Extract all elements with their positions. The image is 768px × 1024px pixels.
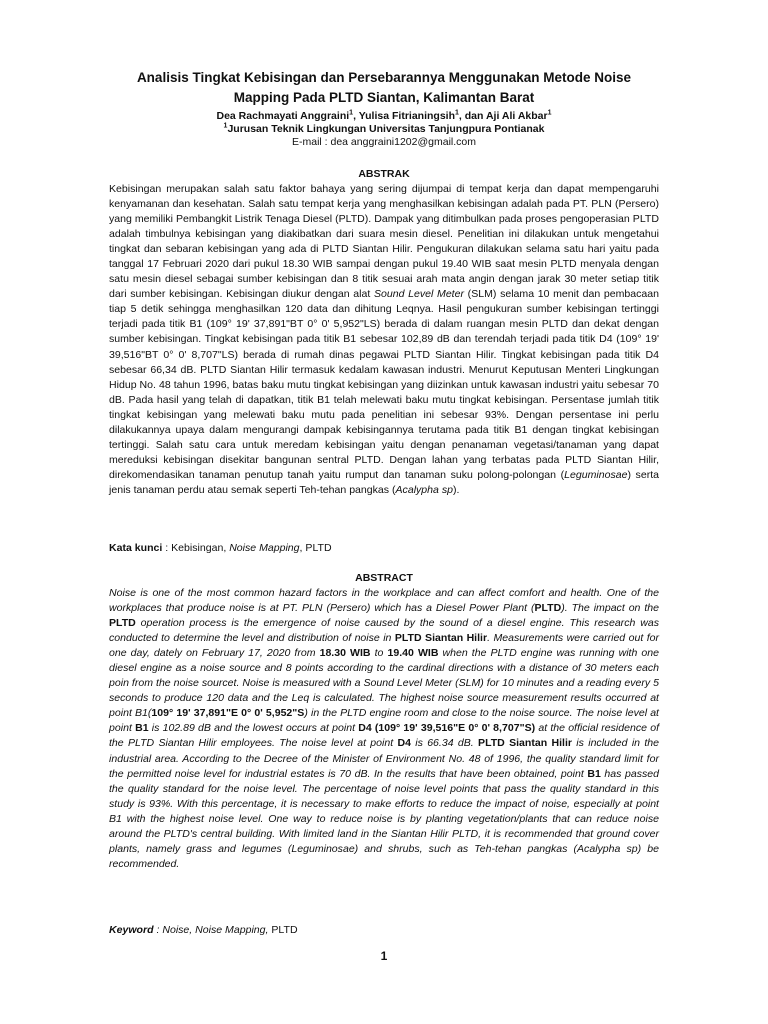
keyword-text: PLTD <box>271 924 298 936</box>
abstract-bold-term: PLTD <box>109 617 136 630</box>
affiliation <box>0 122 768 136</box>
kata-kunci-text: , PLTD <box>299 542 332 554</box>
affiliation-marker: 1 <box>349 109 354 117</box>
abstrak-text: ) serta jenis tanaman perdu atau semak seperti Teh-tehan pangkas ( <box>109 468 659 496</box>
page-number: 1 <box>380 949 388 963</box>
kata-kunci-label: Kata kunci <box>109 542 163 554</box>
author-separator: , <box>353 110 359 122</box>
abstract-text: Noise is one of the most common hazard factors in the workplace and can affect comfort and health. One of the workplaces that produce noise is at PT. PLN (Persero) which has a Diesel Power Plant ( <box>109 587 659 615</box>
abstract-bold-term: PLTD Siantan Hilir <box>394 632 488 645</box>
keyword-text: : Noise, Noise Mapping, <box>153 924 272 936</box>
abstract-bold-term: B1 <box>135 722 149 735</box>
abstract-text: is included in the industrial area. According to the Decree of the Minister of Environment No. 48 of 1996, the quality standard limit for the permitted noise level for industrial estates is 70 dB. In the results that have been obtained, point <box>109 737 659 780</box>
abstract-text: operation process is the emergence of noise caused by the sound of a diesel engine. This research was conducted to determine the level and distribution of noise in <box>109 617 659 645</box>
abstrak-italic-term: Acalypha sp <box>395 483 453 496</box>
affiliation-marker: 1 <box>547 109 552 117</box>
abstract-bold-term: D4 <box>397 737 411 750</box>
abstract-text: is 66.34 dB. <box>410 737 479 750</box>
abstract-body <box>109 586 659 872</box>
abstract-text: ) in the PLTD engine room and close to the noise source. The noise level at point <box>109 707 659 735</box>
kata-kunci-text: : Kebisingan, <box>162 542 230 554</box>
keyword-line <box>109 923 298 938</box>
affiliation-marker: 1 <box>455 109 459 117</box>
abstract-bold-term: PLTD <box>534 602 562 615</box>
abstract-bold-term: B1 <box>587 767 601 780</box>
abstrak-body <box>109 182 659 498</box>
abstract-text: is 102.89 dB and the lowest occurs at point <box>148 722 359 735</box>
abstract-heading: ABSTRACT <box>355 572 413 584</box>
abstract-text: when the PLTD engine was running with one diesel engine as a noise source and 8 points according to the cardinal directions with a distance of 30 meters each poin from the noise sourcet. Noise is measured with a Sound Level Meter (SLM) for 10 minutes and a reading every 5 seconds to produce 120 data and the Leq is calculated. The highest noise source measurement results occurred at point B1( <box>109 647 659 720</box>
abstract-text: to <box>370 647 388 660</box>
abstract-bold-term: PLTD Siantan Hilir <box>478 737 572 750</box>
abstract-text: has passed the quality standard for the noise level. The percentage of noise level points that pass the quality standard in this study is 93%. With this percentage, it is necessary to make efforts to reduce the impact of noise, especially at point B1 with the highest noise level. One way to reduce noise is by planting vegetation/plants that can reduce noise around the PLTD's central building. With limited land in the Siantan Hilir PLTD, it is recommended that ground cover plants, namely grass and legumes (Leguminosae) and shrubs, such as Teh-tehan pangkas (Acalypha sp) be recommended. <box>109 767 659 870</box>
abstrak-text: ). <box>452 483 460 496</box>
author-list <box>0 109 768 123</box>
affiliation-marker: 1 <box>223 122 228 130</box>
abstrak-text: (SLM) selama 10 menit dan pembacaan tiap 5 detik sehingga menghasilkan 120 data dan dihitung Leqnya. Hasil pengukuran sumber kebisingan tertinggi terjadi pada titik B1 (109° 19' 37,891"BT 0° 0' 5,952"LS) berada di dalam ruangan mesin PLTD dan dekat dengan sumber kebisingan. Tingkat kebisingan pada titik B1 sebesar 102,89 dB dan terendah terjadi pada titik D4 (109° 19' 39,516"BT 0° 0' 8,707"LS) berada di rumah dinas pegawai PLTD Siantan Hilir. Tingkat kebisingan pada titik D4 sebesar 66,34 dB. PLTD Siantan Hilir termasuk kedalam kawasan industri. Menurut Keputusan Menteri Lingkungan Hidup No. 48 tahun 1996, batas baku mutu tingkat kebisingan yang diizinkan untuk kawasan industri yaitu sebesar 70 dB. Pada hasil yang telah di dapatkan, titik B1 telah melewati baku mutu tingkat kebisingan. Persentase jumlah titik tingkat kebisingan yang melewati baku mutu pada penelitian ini sebesar 93%. Dengan persentase ini perlu dilakukannya upaya dalam mengurangi dampak kebisingannya terutama pada titik B1 dengan tingkat kebisingan tertinggi. Salah satu cara untuk meredam kebisingan yaitu dengan penanaman vegetasi/tanaman yang dapat mereduksi kebisingan disekitar bangunan sentral PLTD. Dengan lahan yang terbatas pada PLTD Siantan Hilir, direkomendasikan tanaman penutup tanah yaitu rumput dan tanaman suku polong-polongan ( <box>109 288 660 481</box>
abstrak-italic-term: Sound Level Meter <box>373 288 464 301</box>
contact-email: E-mail : dea anggraini1202@gmail.com <box>291 136 476 148</box>
abstrak-heading: ABSTRAK <box>358 168 410 180</box>
abstract-text: ). The impact on the <box>561 602 660 615</box>
abstract-text: . Measurements were carried out for one day, dately on February 17, 2020 from <box>109 632 660 660</box>
abstract-bold-term: 109° 19' 37,891"E 0° 0' 5,952"S <box>151 707 305 720</box>
author-name: Aji Ali Akbar <box>485 110 548 122</box>
affiliation-text: Jurusan Teknik Lingkungan Universitas Tanjungpura Pontianak <box>227 123 545 135</box>
paper-title-line-2: Mapping Pada PLTD Siantan, Kalimantan Barat <box>233 90 535 105</box>
keyword-label: Keyword <box>109 924 154 936</box>
paper-title-line-1: Analisis Tingkat Kebisingan dan Persebarannya Menggunakan Metode Noise <box>136 70 632 85</box>
abstract-bold-term: 18.30 WIB <box>319 647 371 660</box>
abstrak-italic-term: Leguminosae <box>564 468 628 481</box>
abstrak-text: Kebisingan merupakan salah satu faktor bahaya yang sering dijumpai di tempat kerja dan dapat mempengaruhi kenyamanan dan kesehatan. Salah satu tempat kerja yang menghasilkan kebisingan adalah pada PT. PLN (Persero) yang memiliki Pembangkit Listrik Tenaga Diesel (PLTD). Dampak yang ditimbulkan pada proses pengoperasian PLTD adalah timbulnya kebisingan yang diakibatkan dari suara mesin diesel. Penelitian ini dilakukan untuk mengetahui tingkat dan sebaran kebisingan yang ada di PLTD Siantan Hilir. Pengukuran dilakukan selama satu hari yaitu pada tanggal 17 Februari 2020 dari pukul 18.30 WIB sampai dengan pukul 19.40 WIB saat mesin PLTD menyala dengan satu mesin diesel sebagai sumber kebisingan dan 8 titik sesuai arah mata angin dengan jarak 30 meter setiap titik dari sumber kebisingan. Kebisingan diukur dengan alat <box>109 183 659 301</box>
kata-kunci-italic: Noise Mapping <box>229 542 300 554</box>
author-name: Dea Rachmayati Anggraini <box>216 110 350 122</box>
kata-kunci <box>109 541 332 556</box>
abstract-text: at the official residence of the PLTD Siantan Hilir employees. The noise level at point <box>109 722 660 750</box>
author-separator: , dan <box>458 110 486 122</box>
abstract-bold-term: 19.40 WIB <box>387 647 439 660</box>
author-name: Yulisa Fitrianingsih <box>358 110 455 122</box>
abstract-bold-term: D4 (109° 19' 39,516"E 0° 0' 8,707"S) <box>358 722 536 735</box>
